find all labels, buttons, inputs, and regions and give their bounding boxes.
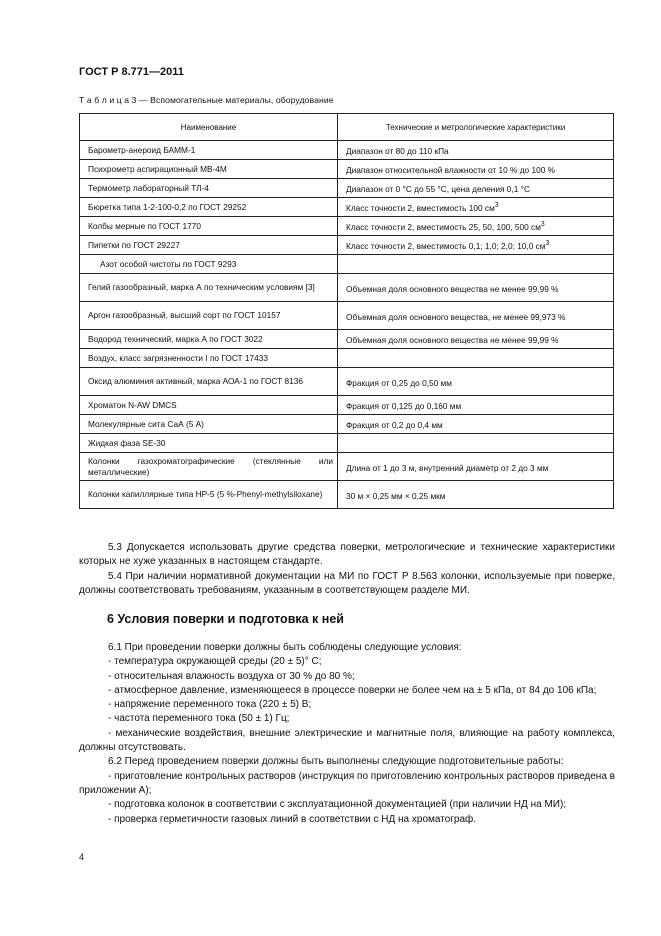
cell-spec xyxy=(338,349,614,368)
cell-spec: Диапазон от 80 до 110 кПа xyxy=(338,141,614,160)
cell-spec: Объемная доля основного вещества не менее 99,99 % xyxy=(338,274,614,302)
table-row xyxy=(80,434,614,453)
table-row xyxy=(80,453,614,481)
cell-spec xyxy=(338,434,614,453)
list-item: - проверка герметичности газовых линий в соответствии с НД на хроматограф. xyxy=(108,813,477,825)
paragraph-6-1: 6.1 При проведении поверки должны быть соблюдены следующие условия: xyxy=(108,642,462,653)
materials-table xyxy=(79,113,614,509)
column-header-spec: Технические и метрологические характеристики xyxy=(338,114,614,141)
table-row xyxy=(80,236,614,255)
cell-name: Хроматон N-AW DMCS xyxy=(80,396,338,415)
cell-name: Оксид алюминия активный, марка АОА-1 по ГОСТ 8136 xyxy=(80,368,338,396)
cell-spec: Класс точности 2, вместимость 0,1; 1,0; 2,0; 10,0 $см^3$ xyxy=(338,236,614,255)
table-row xyxy=(80,179,614,198)
cell-spec: Фракция от 0,125 до 0,160 мм xyxy=(338,396,614,415)
table-row xyxy=(80,396,614,415)
cell-name: Барометр-анероид БАММ-1 xyxy=(80,141,338,160)
table-row xyxy=(80,217,614,236)
table-row xyxy=(80,481,614,509)
cell-name: Молекулярные сита СаА (5 А) xyxy=(80,415,338,434)
cell-spec: Фракция от 0,2 до 0,4 мм xyxy=(338,415,614,434)
cell-name: Колонки газохроматографические (стеклянные или металлические) xyxy=(80,453,338,481)
cell-spec xyxy=(338,255,614,274)
paragraph-5-3: 5.3 Допускается использовать другие средства поверки, метрологические и технические характеристики которых не хуже указанных в настоящем стандарте. xyxy=(79,542,615,568)
list-item: - подготовка колонок в соответствии с эксплуатационной документацией (при наличии НД на МИ); xyxy=(108,799,567,811)
cell-spec: Диапазон относительной влажности от 10 % до 100 % xyxy=(338,160,614,179)
list-item: - температура окружающей среды (20 ± 5)° С; xyxy=(108,656,322,668)
table-row xyxy=(80,302,614,330)
body-section-5 xyxy=(79,541,615,598)
list-item: - напряжение переменного тока (220 ± 5) В; xyxy=(108,699,312,711)
table-row xyxy=(80,141,614,160)
table-row xyxy=(80,255,614,274)
table-row xyxy=(80,349,614,368)
cell-name: Колонки капиллярные типа HP-5 (5 %-Phenyl-methylsiloxane) xyxy=(80,481,338,509)
table-row xyxy=(80,368,614,396)
list-item: - частота переменного тока (50 ± 1) Гц; xyxy=(108,713,290,725)
cell-name: Бюретка типа 1-2-100-0,2 по ГОСТ 29252 xyxy=(80,198,338,217)
cell-name: Водород технический, марка А по ГОСТ 3022 xyxy=(80,330,338,349)
table-row xyxy=(80,274,614,302)
cell-spec: Класс точности 2, вместимость 100 $см^3$ xyxy=(338,198,614,217)
page-number: 4 xyxy=(79,852,85,862)
cell-spec: Длина от 1 до 3 м, внутренний диаметр от 2 до 3 мм xyxy=(338,453,614,481)
cell-spec: Объемная доля основного вещества, не менее 99,973 % xyxy=(338,302,614,330)
cell-name: Колбы мерные по ГОСТ 1770 xyxy=(80,217,338,236)
table-row xyxy=(80,160,614,179)
list-item: - относительная влажность воздуха от 30 % до 80 %; xyxy=(108,670,355,682)
cell-name: Аргон газообразный, высший сорт по ГОСТ 10157 xyxy=(80,302,338,330)
cell-name: Воздух, класс загрязненности I по ГОСТ 17433 xyxy=(80,349,338,368)
cell-spec: Класс точности 2, вместимость 25, 50, 100, 500 $см^3$ xyxy=(338,217,614,236)
table-row xyxy=(80,415,614,434)
cell-name: Термометр лабораторный ТЛ-4 xyxy=(80,179,338,198)
cell-spec: Диапазон от 0 °С до 55 °С, цена деления 0,1 °С xyxy=(338,179,614,198)
table-caption: Т а б л и ц а 3 — Вспомогательные материалы, оборудование xyxy=(79,95,334,105)
cell-spec: Фракция от 0,25 до 0,50 мм xyxy=(338,368,614,396)
cell-name: Азот особой чистоты по ГОСТ 9293 xyxy=(80,255,338,274)
document-header: ГОСТ Р 8.771—2011 xyxy=(79,66,184,78)
list-item: - приготовление контрольных растворов (инструкция по приготовлению контрольных растворов приведена в приложении А); xyxy=(79,770,615,796)
paragraph-5-4: 5.4 При наличии нормативной документации на МИ по ГОСТ Р 8.563 колонки, используемые при поверке, должны соответствовать требованиям, указанным в соответствующем разделе МИ. xyxy=(79,570,615,596)
column-header-name: Наименование xyxy=(80,114,338,141)
body-section-6 xyxy=(79,641,615,827)
cell-name: Жидкая фаза SE-30 xyxy=(80,434,338,453)
table-row xyxy=(80,330,614,349)
cell-spec: 30 м × 0,25 мм × 0,25 мкм xyxy=(338,481,614,509)
table-row xyxy=(80,198,614,217)
cell-name: Пипетки по ГОСТ 29227 xyxy=(80,236,338,255)
table-header-row xyxy=(80,114,614,141)
cell-name: Психрометр аспирационный МВ-4М xyxy=(80,160,338,179)
cell-name: Гелий газообразный, марка А по техническим условиям [3] xyxy=(80,274,338,302)
list-item: - механические воздействия, внешние электрические и магнитные поля, влияющие на работу комплекса, должны отсутствовать. xyxy=(79,727,615,754)
cell-spec: Объемная доля основного вещества не менее 99,99 % xyxy=(338,330,614,349)
paragraph-6-2: 6.2 Перед проведением поверки должны быть выполнены следующие подготовительные работы: xyxy=(108,756,564,768)
section-title: 6 Условия поверки и подготовка к ней xyxy=(107,612,344,626)
list-item: - атмосферное давление, изменяющееся в процессе поверки не более чем на ± 5 кПа, от 84 до 106 кПа; xyxy=(108,684,597,696)
